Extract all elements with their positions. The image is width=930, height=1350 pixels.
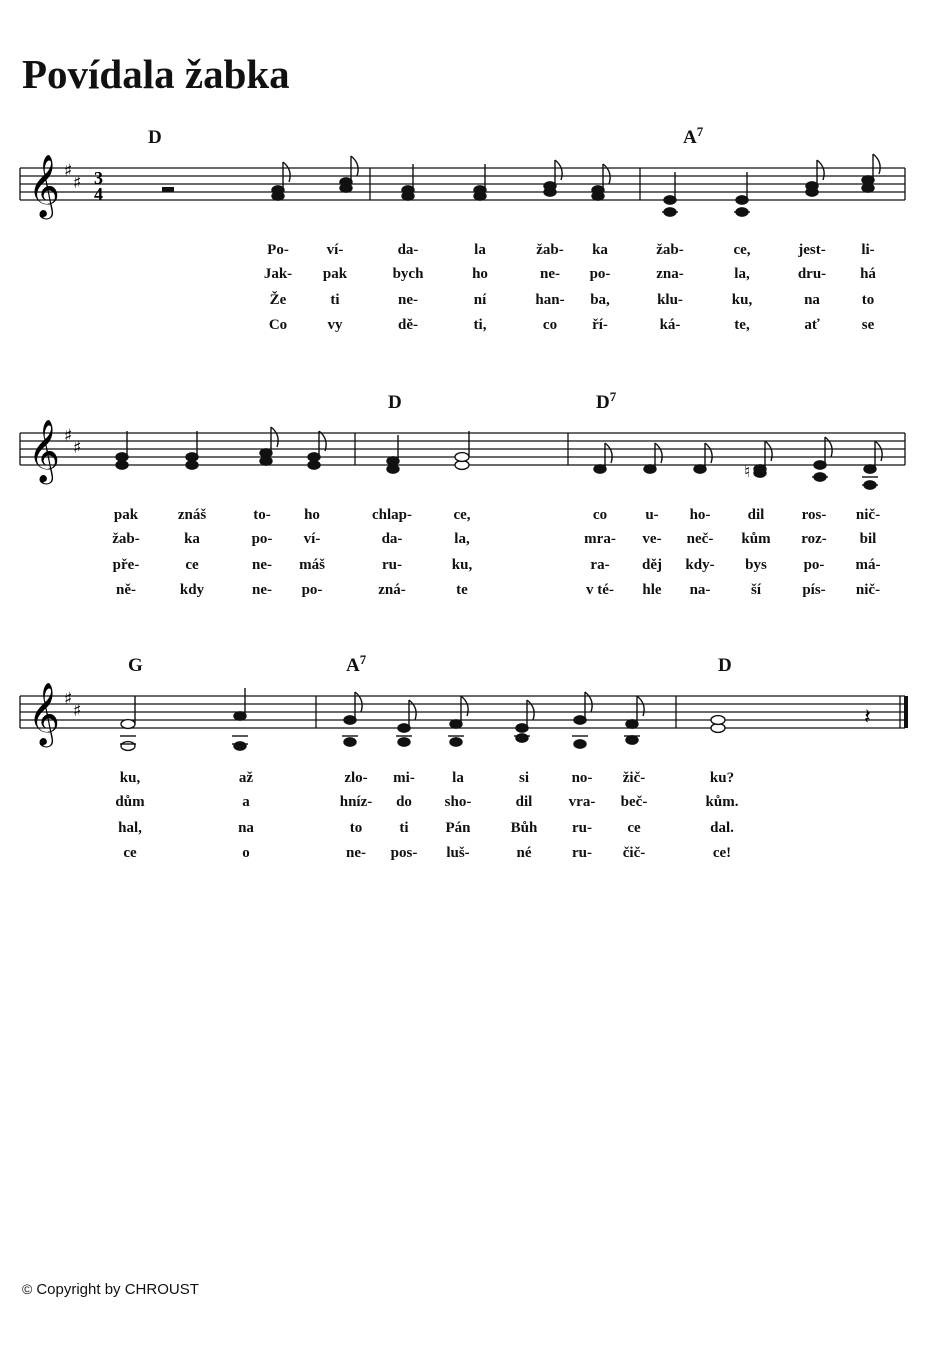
lyric-syllable: ho- [689,507,711,523]
lyric-syllable: ka [184,531,200,547]
song-title: Povídala žabka [22,51,290,97]
lyric-syllable: a [242,794,250,810]
svg-text:♯: ♯ [73,701,82,721]
lyric-syllable: ti, [473,317,487,333]
lyric-syllable: dru- [797,266,827,282]
svg-text:♯: ♯ [64,689,73,709]
lyric-syllable: si [518,770,530,786]
svg-text:4: 4 [94,184,103,204]
lyric-syllable: ví- [303,531,321,547]
music-staff-1 [0,120,930,240]
lyric-syllable: la, [734,266,750,282]
lyric-syllable: zlo- [344,770,368,786]
lyric-syllable: ti [399,820,409,836]
lyric-syllable: ně- [116,582,136,598]
lyric-syllable: kdy- [685,557,715,573]
lyric-syllable: na [804,292,820,308]
chord-symbol: D [148,127,162,148]
notes-system-2 [116,427,882,489]
lyric-syllable: znáš [177,507,207,523]
lyric-syllable: pos- [390,845,418,861]
lyric-syllable: roz- [801,531,827,547]
lyric-syllable: ne- [252,582,272,598]
notes-system-1 [272,154,880,216]
lyric-syllable: ní [473,292,487,308]
lyric-syllable: hal, [118,820,142,836]
lyric-syllable: ne- [252,557,272,573]
chord-symbol: D [388,392,402,413]
lyric-syllable: do [396,794,412,810]
treble-clef-icon: 𝄞 [28,419,60,482]
lyric-syllable: Bůh [510,820,538,836]
lyric-syllable: Pán [445,820,471,836]
chord-symbol: G [128,655,143,676]
time-signature [94,168,103,204]
svg-text:♯: ♯ [73,173,82,193]
lyric-syllable: ce [123,845,137,861]
lyric-syllable: ru- [382,557,402,573]
lyric-syllable: ka [592,242,608,258]
lyric-syllable: da- [397,242,419,258]
lyric-syllable: vy [327,317,343,333]
lyric-syllable: né [516,845,532,861]
lyric-syllable: hníz- [339,794,373,810]
lyric-syllable: co [592,507,608,523]
lyric-syllable: há [860,266,876,282]
lyric-syllable: po- [589,266,611,282]
lyric-syllable: neč- [686,531,714,547]
lyric-syllable: ho [304,507,320,523]
lyric-syllable: ru- [572,820,592,836]
lyric-syllable: jest- [798,242,826,258]
lyric-syllable: co [542,317,558,333]
lyric-syllable: ros- [801,507,827,523]
lyric-syllable: o [242,845,250,861]
lyric-syllable: kům. [705,794,739,810]
lyric-syllable: bil [859,531,877,547]
lyric-syllable: zna- [656,266,684,282]
lyric-syllable: pak [322,266,348,282]
lyric-syllable: ru- [572,845,592,861]
lyric-syllable: ká- [659,317,681,333]
lyric-syllable: po- [251,531,273,547]
key-signature-sharps [64,689,81,721]
chord-symbol: $A^7$ [346,652,367,676]
key-signature-sharps [64,426,81,458]
lyric-syllable: žab- [656,242,684,258]
lyric-syllable: ce! [712,845,732,861]
treble-clef-icon: 𝄞 [28,154,60,217]
lyric-syllable: no- [571,770,593,786]
lyric-syllable: máš [299,557,325,573]
lyric-syllable: až [238,770,254,786]
lyric-syllable: ho [472,266,488,282]
lyric-syllable: ví- [326,242,344,258]
lyric-syllable: ku, [731,292,753,308]
lyric-syllable: děj [642,557,662,573]
lyric-syllable: nič- [855,582,881,598]
lyric-syllable: pak [113,507,139,523]
lyric-syllable: ti [330,292,340,308]
lyric-syllable: nič- [855,507,881,523]
notes-system-3 [120,688,725,750]
lyric-syllable: dil [747,507,765,523]
lyric-syllable: kdy [179,582,205,598]
copyright-notice [22,1281,199,1298]
lyric-syllable: ší [750,582,762,598]
lyric-syllable: to [349,820,363,836]
lyric-syllable: Co [268,317,288,333]
lyric-syllable: dil [515,794,533,810]
lyric-syllable: žab- [112,531,140,547]
lyric-syllable: chlap- [371,507,413,523]
lyric-syllable: han- [535,292,565,308]
lyric-syllable: ať [804,317,820,333]
treble-clef-icon: 𝄞 [28,682,60,745]
lyric-syllable: vra- [568,794,596,810]
lyric-syllable: v té- [586,582,614,598]
lyric-syllable: zná- [378,582,406,598]
staff-system-2 [0,385,930,605]
lyric-syllable: la [474,242,486,258]
lyric-syllable: te [456,582,468,598]
lyric-syllable: ra- [590,557,610,573]
lyric-syllable: žab- [536,242,564,258]
lyric-syllable: po- [803,557,825,573]
lyric-syllable: te, [734,317,750,333]
svg-text:♯: ♯ [64,426,73,446]
lyric-syllable: ne- [346,845,366,861]
lyric-syllable: ku, [451,557,473,573]
lyric-syllable: la, [454,531,470,547]
lyric-syllable: Po- [267,242,289,258]
chord-symbol: $A^7$ [683,124,704,148]
lyric-syllable: má- [855,557,881,573]
lyric-syllable: ve- [642,531,662,547]
lyric-syllable: na- [689,582,711,598]
lyric-syllable: la [452,770,464,786]
chord-symbol: $D^7$ [596,389,617,413]
lyric-syllable: klu- [657,292,683,308]
quarter-rest-icon: 𝄽 [864,705,871,730]
chord-symbol: D [718,655,732,676]
svg-text:♯: ♯ [73,438,82,458]
lyric-syllable: Jak- [263,266,293,282]
lyric-syllable: ce [627,820,641,836]
copyright-symbol: © [22,1281,33,1297]
key-signature-sharps [64,161,81,193]
svg-text:3: 3 [94,168,103,188]
lyric-syllable: ba, [590,292,610,308]
lyric-syllable: Že [269,292,287,308]
lyric-syllable: ří- [592,317,608,333]
lyric-syllable: se [861,317,875,333]
lyric-syllable: to- [253,507,271,523]
svg-text:♯: ♯ [64,161,73,181]
lyric-syllable: bys [745,557,767,573]
lyric-syllable: po- [301,582,323,598]
lyric-syllable: li- [861,242,875,258]
lyric-syllable: ce, [733,242,751,258]
lyric-syllable: ne- [398,292,418,308]
copyright-text: Copyright by CHROUST [36,1281,199,1298]
lyric-syllable: dal. [710,820,734,836]
lyric-syllable: žič- [622,770,646,786]
lyric-syllable: sho- [444,794,472,810]
lyric-syllable: čič- [622,845,646,861]
natural-sign-icon: ♮ [744,462,751,482]
lyric-syllable: ce, [453,507,471,523]
lyric-syllable: ku? [709,770,735,786]
lyric-syllable: mi- [393,770,415,786]
lyric-syllable: pís- [802,582,826,598]
lyric-syllable: da- [381,531,403,547]
lyric-syllable: ne- [540,266,560,282]
lyric-syllable: luš- [446,845,470,861]
lyric-syllable: dě- [398,317,418,333]
staff-system-3 [0,648,930,868]
lyric-syllable: kům [741,531,771,547]
lyric-syllable: beč- [620,794,648,810]
lyric-syllable: bych [392,266,424,282]
lyric-syllable: hle [642,582,662,598]
lyric-syllable: u- [645,507,659,523]
lyric-syllable: na [238,820,254,836]
lyric-syllable: ce [185,557,199,573]
lyric-syllable: to [861,292,875,308]
lyric-syllable: mra- [584,531,616,547]
half-rest-icon [162,187,174,192]
lyric-syllable: dům [115,794,145,810]
lyric-syllable: ku, [119,770,141,786]
lyric-syllable: pře- [112,557,140,573]
staff-system-1 [0,120,930,340]
music-staff-2 [0,385,930,505]
